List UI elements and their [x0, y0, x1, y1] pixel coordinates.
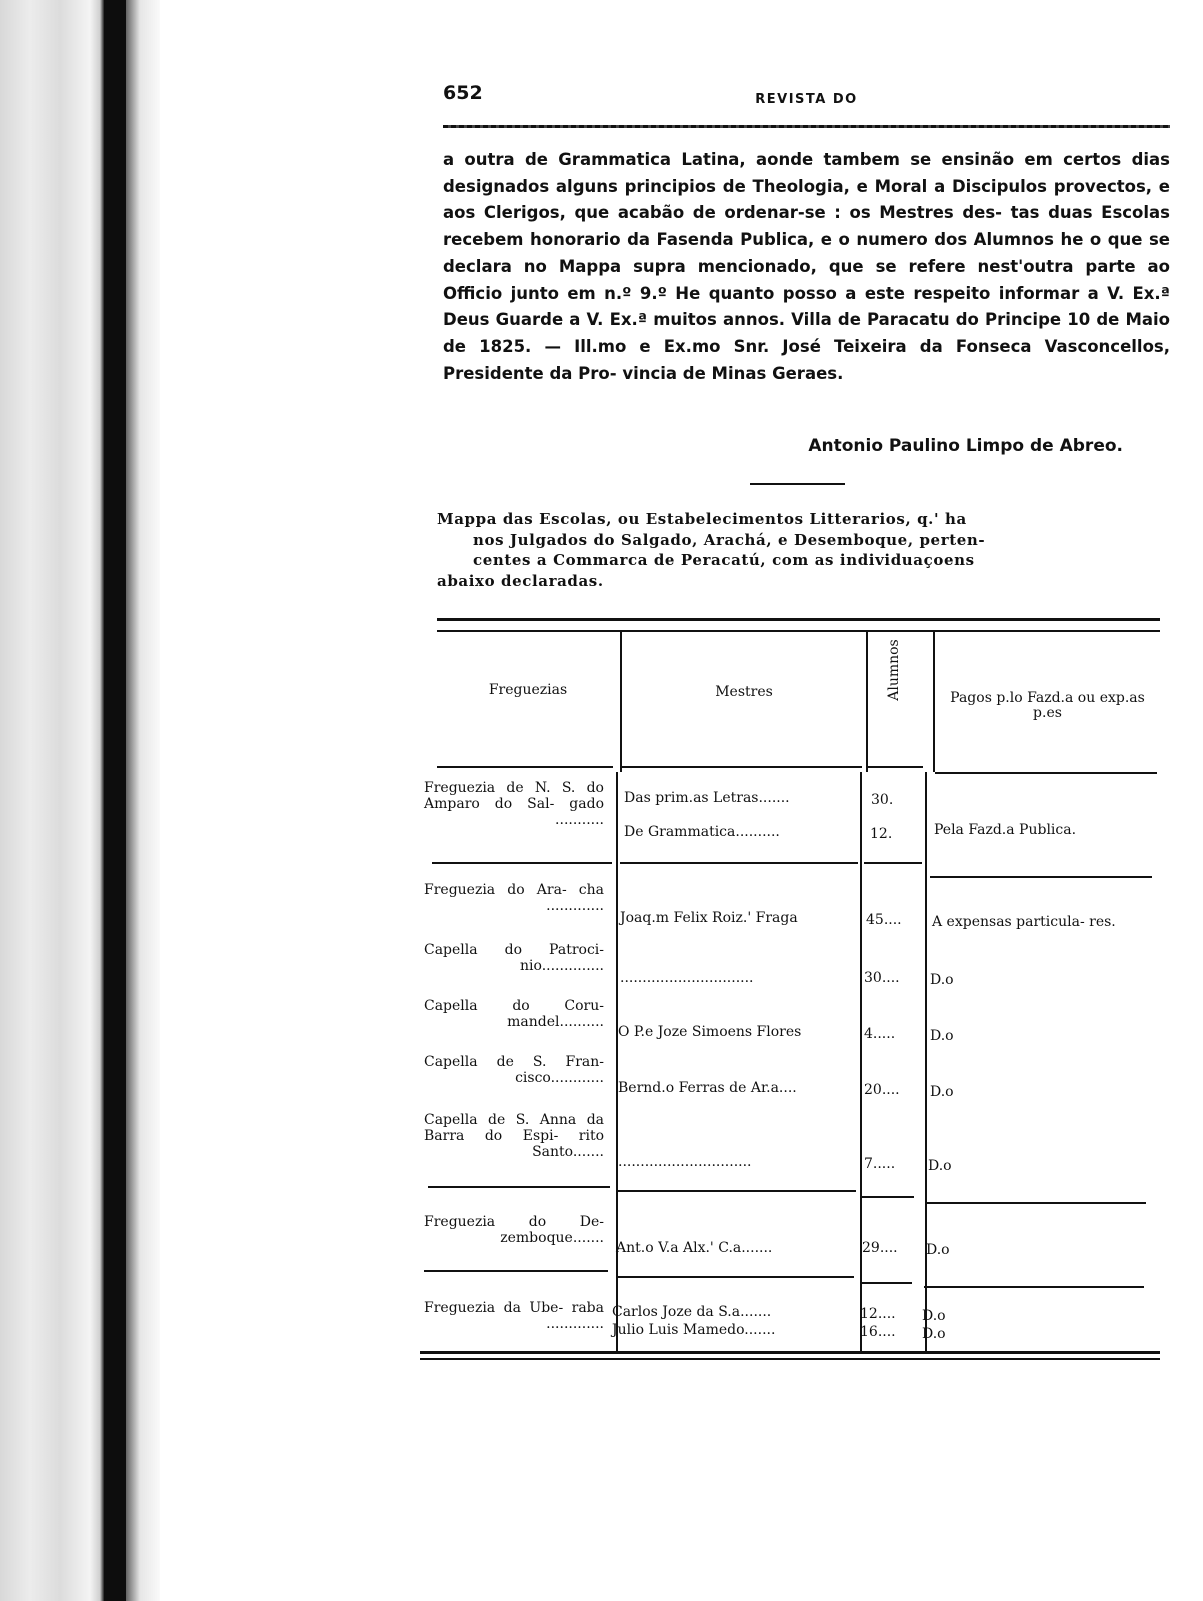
row1-freguezia: Freguezia de N. S. do Amparo do Sal- gado ...........	[424, 780, 604, 828]
row1-pagos: Pela Fazd.a Publica.	[934, 822, 1077, 838]
row6-mestre: ..............................	[618, 1154, 752, 1170]
caption-line: Mappa das Escolas, ou Estabelecimentos Litterarios, q.' ha	[437, 510, 967, 528]
row4-pagos: D.o	[930, 1028, 954, 1044]
row1-mestre-1: Das prim.as Letras.......	[624, 790, 790, 806]
group-rule	[926, 1202, 1146, 1204]
col-header-pagos: Pagos p.lo Fazd.a ou exp.as p.es	[950, 690, 1145, 721]
group-rule	[862, 1196, 914, 1198]
row5-pagos: D.o	[930, 1084, 954, 1100]
body-line: dos Alumnos he o que se declara no Mappa supra mencionado, que se	[443, 230, 1170, 276]
table-top-rule	[437, 618, 1160, 621]
body-line: Ex.mo Snr. José Teixeira da Fonseca Vasconcellos, Presidente da Pro-	[443, 336, 1171, 383]
row4-mestre: O P.e Joze Simoens Flores	[618, 1024, 802, 1040]
group-rule	[424, 1270, 608, 1272]
row6-pagos: D.o	[928, 1158, 952, 1174]
group-rule	[432, 862, 612, 864]
row7-pagos: D.o	[926, 1242, 950, 1258]
row2-alumnos: 45....	[866, 912, 902, 928]
group-rule	[864, 862, 922, 864]
separator-rule	[750, 483, 845, 485]
body-line: este respeito informar a V. Ex.ª Deus Guarde a V. Ex.ª muitos	[443, 283, 1170, 330]
col-header-mestres: Mestres	[715, 684, 773, 700]
caption-line: nos Julgados do Salgado, Arachá, e Desemboque, perten-	[473, 530, 986, 549]
table-top-rule-inner	[437, 630, 1160, 632]
row3-freguezia: Capella do Patroci- nio..............	[424, 942, 604, 974]
caption-line: centes a Commarca de Peracatú, com as individuaçoens	[473, 551, 975, 569]
column-divider	[620, 632, 622, 772]
row2-pagos: A expensas particula- res.	[932, 914, 1116, 930]
group-rule	[924, 1286, 1144, 1288]
row8-mestre-1: Carlos Joze da S.a.......	[612, 1304, 772, 1320]
running-title: REVISTA DO	[755, 92, 858, 107]
group-rule	[860, 1282, 912, 1284]
body-paragraph	[443, 147, 1170, 387]
row1-alumnos-1: 30.	[871, 792, 894, 808]
row8-alumnos-1: 12....	[860, 1306, 896, 1322]
row1-alumnos-2: 12.	[870, 826, 893, 842]
row4-alumnos: 4.....	[864, 1026, 896, 1042]
row8-pagos-2: D.o	[922, 1326, 946, 1342]
row4-freguezia: Capella do Coru- mandel..........	[424, 998, 604, 1030]
header-underline	[935, 772, 1157, 774]
row6-alumnos: 7.....	[864, 1156, 896, 1172]
body-line: vincia de Minas Geraes.	[622, 363, 844, 383]
body-line: provectos, e aos Clerigos, que acabão de ordenar-se : os Mestres des-	[443, 176, 1170, 223]
column-divider	[925, 772, 927, 1352]
row7-freguezia: Freguezia do De- zemboque.......	[424, 1214, 604, 1246]
signature: Antonio Paulino Limpo de Abreo.	[808, 436, 1123, 456]
body-line: a outra de Grammatica Latina, aonde tambem se ensinão em certos	[443, 150, 1122, 169]
row8-alumnos-2: 16....	[860, 1324, 896, 1340]
row8-freguezia: Freguezia da Ube- raba .............	[424, 1300, 604, 1332]
scan-gutter	[0, 0, 160, 1601]
page-number: 652	[443, 82, 483, 104]
table-bottom-rule	[420, 1351, 1160, 1354]
row5-mestre: Bernd.o Ferras de Ar.a....	[618, 1080, 797, 1096]
row8-mestre-2: Julio Luis Mamedo.......	[612, 1322, 776, 1338]
row3-alumnos: 30....	[864, 970, 900, 986]
row7-mestre: Ant.o V.a Alx.' C.a.......	[616, 1240, 773, 1256]
body-line: tas duas Escolas recebem honorario da Fasenda Publica, e o numero	[443, 203, 1171, 250]
row7-alumnos: 29....	[862, 1240, 898, 1256]
book-spine-shadow	[104, 0, 126, 1601]
body-line: annos. Villa de Paracatu do Principe 10 de Maio de 1825. — Ill.mo e	[443, 310, 1170, 356]
column-divider	[933, 632, 935, 772]
caption-line: abaixo declaradas.	[437, 571, 604, 590]
group-rule	[930, 876, 1152, 878]
col-header-alumnos: Alumnos	[886, 639, 902, 701]
column-divider	[616, 772, 618, 1352]
row2-mestre: Joaq.m Felix Roiz.' Fraga	[620, 910, 798, 926]
row6-freguezia: Capella de S. Anna da Barra do Espi- rito Santo.......	[424, 1112, 604, 1160]
table-caption	[437, 509, 1160, 591]
column-divider	[866, 632, 868, 772]
row5-freguezia: Capella de S. Fran- cisco............	[424, 1054, 604, 1086]
row2-freguezia: Freguezia do Ara- cha .............	[424, 882, 604, 914]
row8-pagos-1: D.o	[922, 1308, 946, 1324]
group-rule	[428, 1186, 610, 1188]
body-line: dias designados alguns principios de Theologia, e Moral a Discipulos	[443, 150, 1170, 196]
column-divider	[860, 772, 862, 1352]
header-underline	[622, 766, 862, 768]
group-rule	[618, 1190, 856, 1192]
body-line: refere nest'outra parte ao Officio junto em n.º 9.º He quanto posso a	[443, 256, 1171, 303]
header-underline	[437, 766, 613, 768]
group-rule	[620, 862, 858, 864]
col-header-freguezias: Freguezias	[488, 682, 568, 698]
header-rule	[443, 125, 1170, 128]
row3-mestre: ..............................	[620, 970, 754, 986]
page-header	[443, 80, 1170, 120]
header-underline	[868, 766, 923, 768]
row5-alumnos: 20....	[864, 1082, 900, 1098]
row1-mestre-2: De Grammatica..........	[624, 824, 780, 840]
group-rule	[616, 1276, 854, 1278]
table-bottom-rule-inner	[420, 1358, 1160, 1360]
row3-pagos: D.o	[930, 972, 954, 988]
